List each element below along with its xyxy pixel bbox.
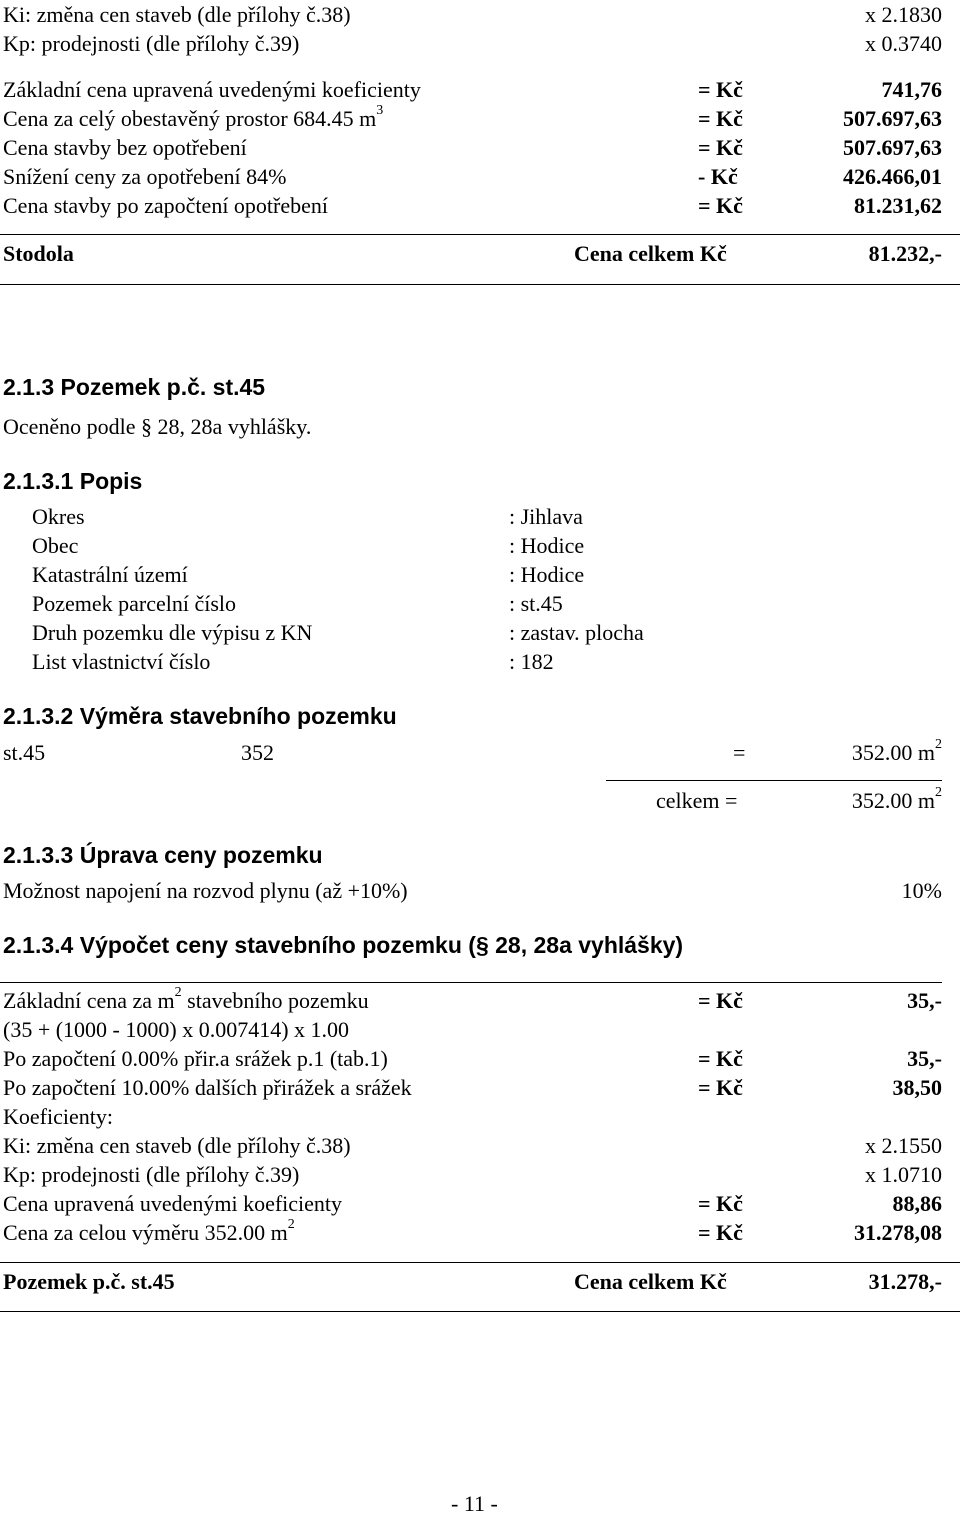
vypocet-row-label: Cena upravená uvedenými koeficienty	[3, 1191, 343, 1216]
vypocet-row-label: Kp: prodejnosti (dle přílohy č.39)	[3, 1162, 300, 1187]
vypocet-row-label: Cena za celou výměru 352.00 $m^2$	[3, 1217, 295, 1245]
popis-label: List vlastnictví číslo	[32, 649, 211, 674]
vypocet-row-value: 88,86	[892, 1191, 942, 1216]
coef-kp-label: Kp: prodejnosti (dle přílohy č.39)	[3, 31, 300, 56]
stodola-total-value: 81.232,-	[868, 241, 942, 266]
uprava-row-label: Možnost napojení na rozvod plynu (až +10%)	[3, 878, 408, 903]
vypocet-row-op: = Kč	[698, 1220, 743, 1245]
pozemek-total-label: Pozemek p.č. st.45	[3, 1269, 175, 1294]
stodola-label: Stodola	[3, 241, 74, 266]
vypocet-row-label: (35 + (1000 - 1000) x 0.007414) x 1.00	[3, 1017, 350, 1042]
calc-row-label: Cena stavby po započtení opotřebení	[3, 193, 329, 218]
vypocet-row-label: Základní cena za $m^2$ stavebního pozemku	[3, 985, 369, 1013]
stodola-total-label: Cena celkem Kč	[574, 241, 727, 266]
divider	[0, 234, 960, 235]
vypocet-row-label: Koeficienty:	[3, 1104, 113, 1129]
vypocet-row-value: x 2.1550	[865, 1133, 942, 1158]
coef-ki-label: Ki: změna cen staveb (dle přílohy č.38)	[3, 2, 351, 27]
vypocet-row-label: Po započtení 10.00% dalších přirážek a srážek	[3, 1075, 412, 1100]
vymera-parcel: st.45	[3, 740, 46, 765]
calc-row-value: 507.697,63	[843, 135, 942, 160]
section-note: Oceněno podle § 28, 28a vyhlášky.	[3, 414, 312, 439]
vymera-sum-rule	[606, 780, 942, 781]
popis-value: : st.45	[509, 591, 563, 616]
calc-row-op: = Kč	[698, 135, 743, 160]
calc-row-op: = Kč	[698, 106, 743, 131]
divider	[0, 284, 960, 285]
popis-value: : 182	[509, 649, 554, 674]
popis-label: Druh pozemku dle výpisu z KN	[32, 620, 313, 645]
coef-ki-value: x 2.1830	[865, 2, 942, 27]
calc-row-value: 81.231,62	[854, 193, 942, 218]
popis-value: : Hodice	[509, 562, 585, 587]
popis-value: : Jihlava	[509, 504, 583, 529]
calc-row-op: = Kč	[698, 193, 743, 218]
section-title: 2.1.3 Pozemek p.č. st.45	[3, 374, 266, 400]
vypocet-row-value: 35,-	[907, 988, 942, 1013]
calc-row-label: Cena stavby bez opotřebení	[3, 135, 247, 160]
vymera-value: 352.00 $m^2$	[851, 737, 942, 765]
calc-row-value: 426.466,01	[843, 164, 942, 189]
popis-label: Okres	[32, 504, 85, 529]
vypocet-row-value: 38,50	[892, 1075, 942, 1100]
uprava-title: 2.1.3.3 Úprava ceny pozemku	[3, 842, 323, 868]
divider	[0, 1262, 960, 1263]
divider	[0, 982, 942, 983]
vypocet-row-value: x 1.0710	[865, 1162, 942, 1187]
vypocet-row-op: = Kč	[698, 1075, 743, 1100]
vypocet-row-op: = Kč	[698, 1046, 743, 1071]
vymera-total-label: celkem =	[656, 788, 738, 813]
uprava-row-value: 10%	[901, 878, 942, 903]
vymera-total-value: 352.00 $m^2$	[851, 785, 942, 813]
popis-value: : zastav. plocha	[509, 620, 644, 645]
popis-label: Katastrální území	[32, 562, 188, 587]
vymera-title: 2.1.3.2 Výměra stavebního pozemku	[3, 703, 397, 729]
vymera-area: 352	[241, 740, 274, 765]
popis-title: 2.1.3.1 Popis	[3, 468, 143, 494]
divider	[0, 1311, 960, 1312]
calc-row-op: - Kč	[698, 164, 738, 189]
popis-label: Pozemek parcelní číslo	[32, 591, 237, 616]
vypocet-row-value: 35,-	[907, 1046, 942, 1071]
pozemek-total-caption: Cena celkem Kč	[574, 1269, 727, 1294]
vypocet-title: 2.1.3.4 Výpočet ceny stavebního pozemku (§ 28, 28a vyhlášky)	[3, 932, 684, 958]
coef-kp-value: x 0.3740	[865, 31, 942, 56]
vypocet-row-label: Po započtení 0.00% přir.a srážek p.1 (tab.1)	[3, 1046, 388, 1071]
popis-label: Obec	[32, 533, 79, 558]
vypocet-row-value: 31.278,08	[854, 1220, 942, 1245]
calc-row-label: Cena za celý obestavěný prostor 684.45 $m^3$	[3, 103, 384, 131]
calc-row-value: 741,76	[881, 77, 942, 102]
vypocet-row-op: = Kč	[698, 988, 743, 1013]
calc-row-op: = Kč	[698, 77, 743, 102]
calc-row-label: Snížení ceny za opotřebení 84%	[3, 164, 287, 189]
vypocet-row-label: Ki: změna cen staveb (dle přílohy č.38)	[3, 1133, 351, 1158]
pozemek-total-value: 31.278,-	[868, 1269, 942, 1294]
page-number: - 11 -	[451, 1491, 498, 1516]
vypocet-row-op: = Kč	[698, 1191, 743, 1216]
calc-row-label: Základní cena upravená uvedenými koeficienty	[3, 77, 421, 102]
calc-row-value: 507.697,63	[843, 106, 942, 131]
popis-value: : Hodice	[509, 533, 585, 558]
vymera-eq: =	[733, 740, 746, 765]
